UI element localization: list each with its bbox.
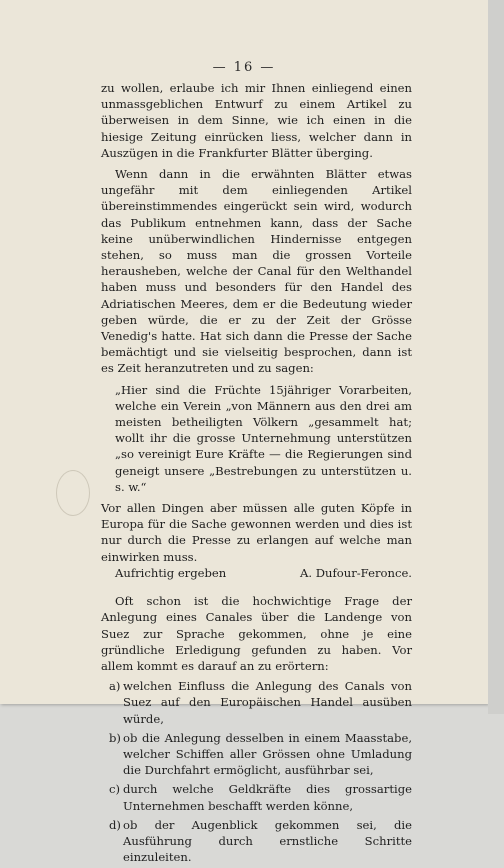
list-item-label: a) — [109, 679, 121, 694]
paragraph-2: Wenn dann in die erwähnten Blätter etwas ungefähr mit dem einliegenden Artikel übereinstimmendes eingerückt sein wird, wodurch das Publikum entnehmen kann, dass der Sache keine unüberwindlichen Hindernisse entgegen stehen, so muss man die grossen Vorteile herausheben, welche der Canal für den Welthandel haben muss und besonders für den Handel des Adriatischen Meeres, dem er die Bedeutung wieder geben würde, die er zu der Zeit der Grösse Venedig's hatte. Hat sich dann die Presse der Sache bemächtigt und sie vielseitig besprochen, dann ist es Zeit heranzutreten und zu sagen: — [101, 167, 412, 376]
list-item-label: b) — [109, 730, 121, 745]
list-item-text: welchen Einfluss die Anlegung des Canals von Suez auf den Europäischen Handel ausüben würde, — [123, 679, 412, 726]
list-item — [101, 781, 412, 813]
list-item — [101, 730, 412, 779]
paragraph-3: Vor allen Dingen aber müssen alle guten Köpfe in Europa für die Sache gewonnen werden und dies ist nur durch die Presse zu erlangen auf welche man einwirken muss. — [101, 501, 412, 564]
question-list — [101, 678, 412, 865]
list-item-text: ob die Anlegung desselben in einem Maasstabe, welcher Schiffen aller Grössen ohne Umladung die Durchfahrt ermöglicht, ausführbar sei, — [123, 730, 412, 778]
page-edge — [488, 0, 504, 714]
body-text — [101, 80, 412, 868]
page-number: — 16 — — [212, 60, 276, 75]
list-item-text: ob der Augenblick gekommen sei, die Ausführung durch ernstliche Schritte einzuleiten. — [123, 817, 412, 865]
faded-stamp — [56, 470, 90, 516]
list-item — [101, 817, 412, 866]
paragraph-4: Oft schon ist die hochwichtige Frage der Anlegung eines Canales über die Landenge von Suez zur Sprache gekommen, ohne je eine gründliche Erledigung gefunden zu haben. Vor allem kommt es darauf an zu erörtern: — [101, 594, 412, 673]
signature: A. Dufour-Feronce. — [299, 565, 412, 580]
signature-line — [101, 565, 412, 581]
paragraph-1: zu wollen, erlaube ich mir Ihnen einliegend einen unmassgeblichen Entwurf zu einem Artikel zu überweisen in dem Sinne, wie ich einen in die hiesige Zeitung einrücken liess, welcher dann in Auszügen in die Frankfurter Blätter überging. — [101, 81, 412, 160]
list-item — [101, 678, 412, 727]
quotation: „Hier sind die Früchte 15jähriger Vorarbeiten, welche ein Verein „von Männern aus den drei am meisten betheiligten Völkern „gesammelt hat; wollt ihr die grosse Unternehmung unterstützen „so vereinigt Eure Kräfte — die Regierungen sind geneigt unsere „Bestrebungen zu unterstützen u. s. w.“ — [115, 382, 412, 494]
list-item-label: c) — [109, 782, 121, 797]
list-item-label: d) — [109, 817, 121, 832]
closing-formula: Aufrichtig ergeben — [115, 565, 227, 580]
list-item-text: durch welche Geldkräfte dies grossartige Unternehmen beschafft werden könne, — [123, 782, 412, 813]
